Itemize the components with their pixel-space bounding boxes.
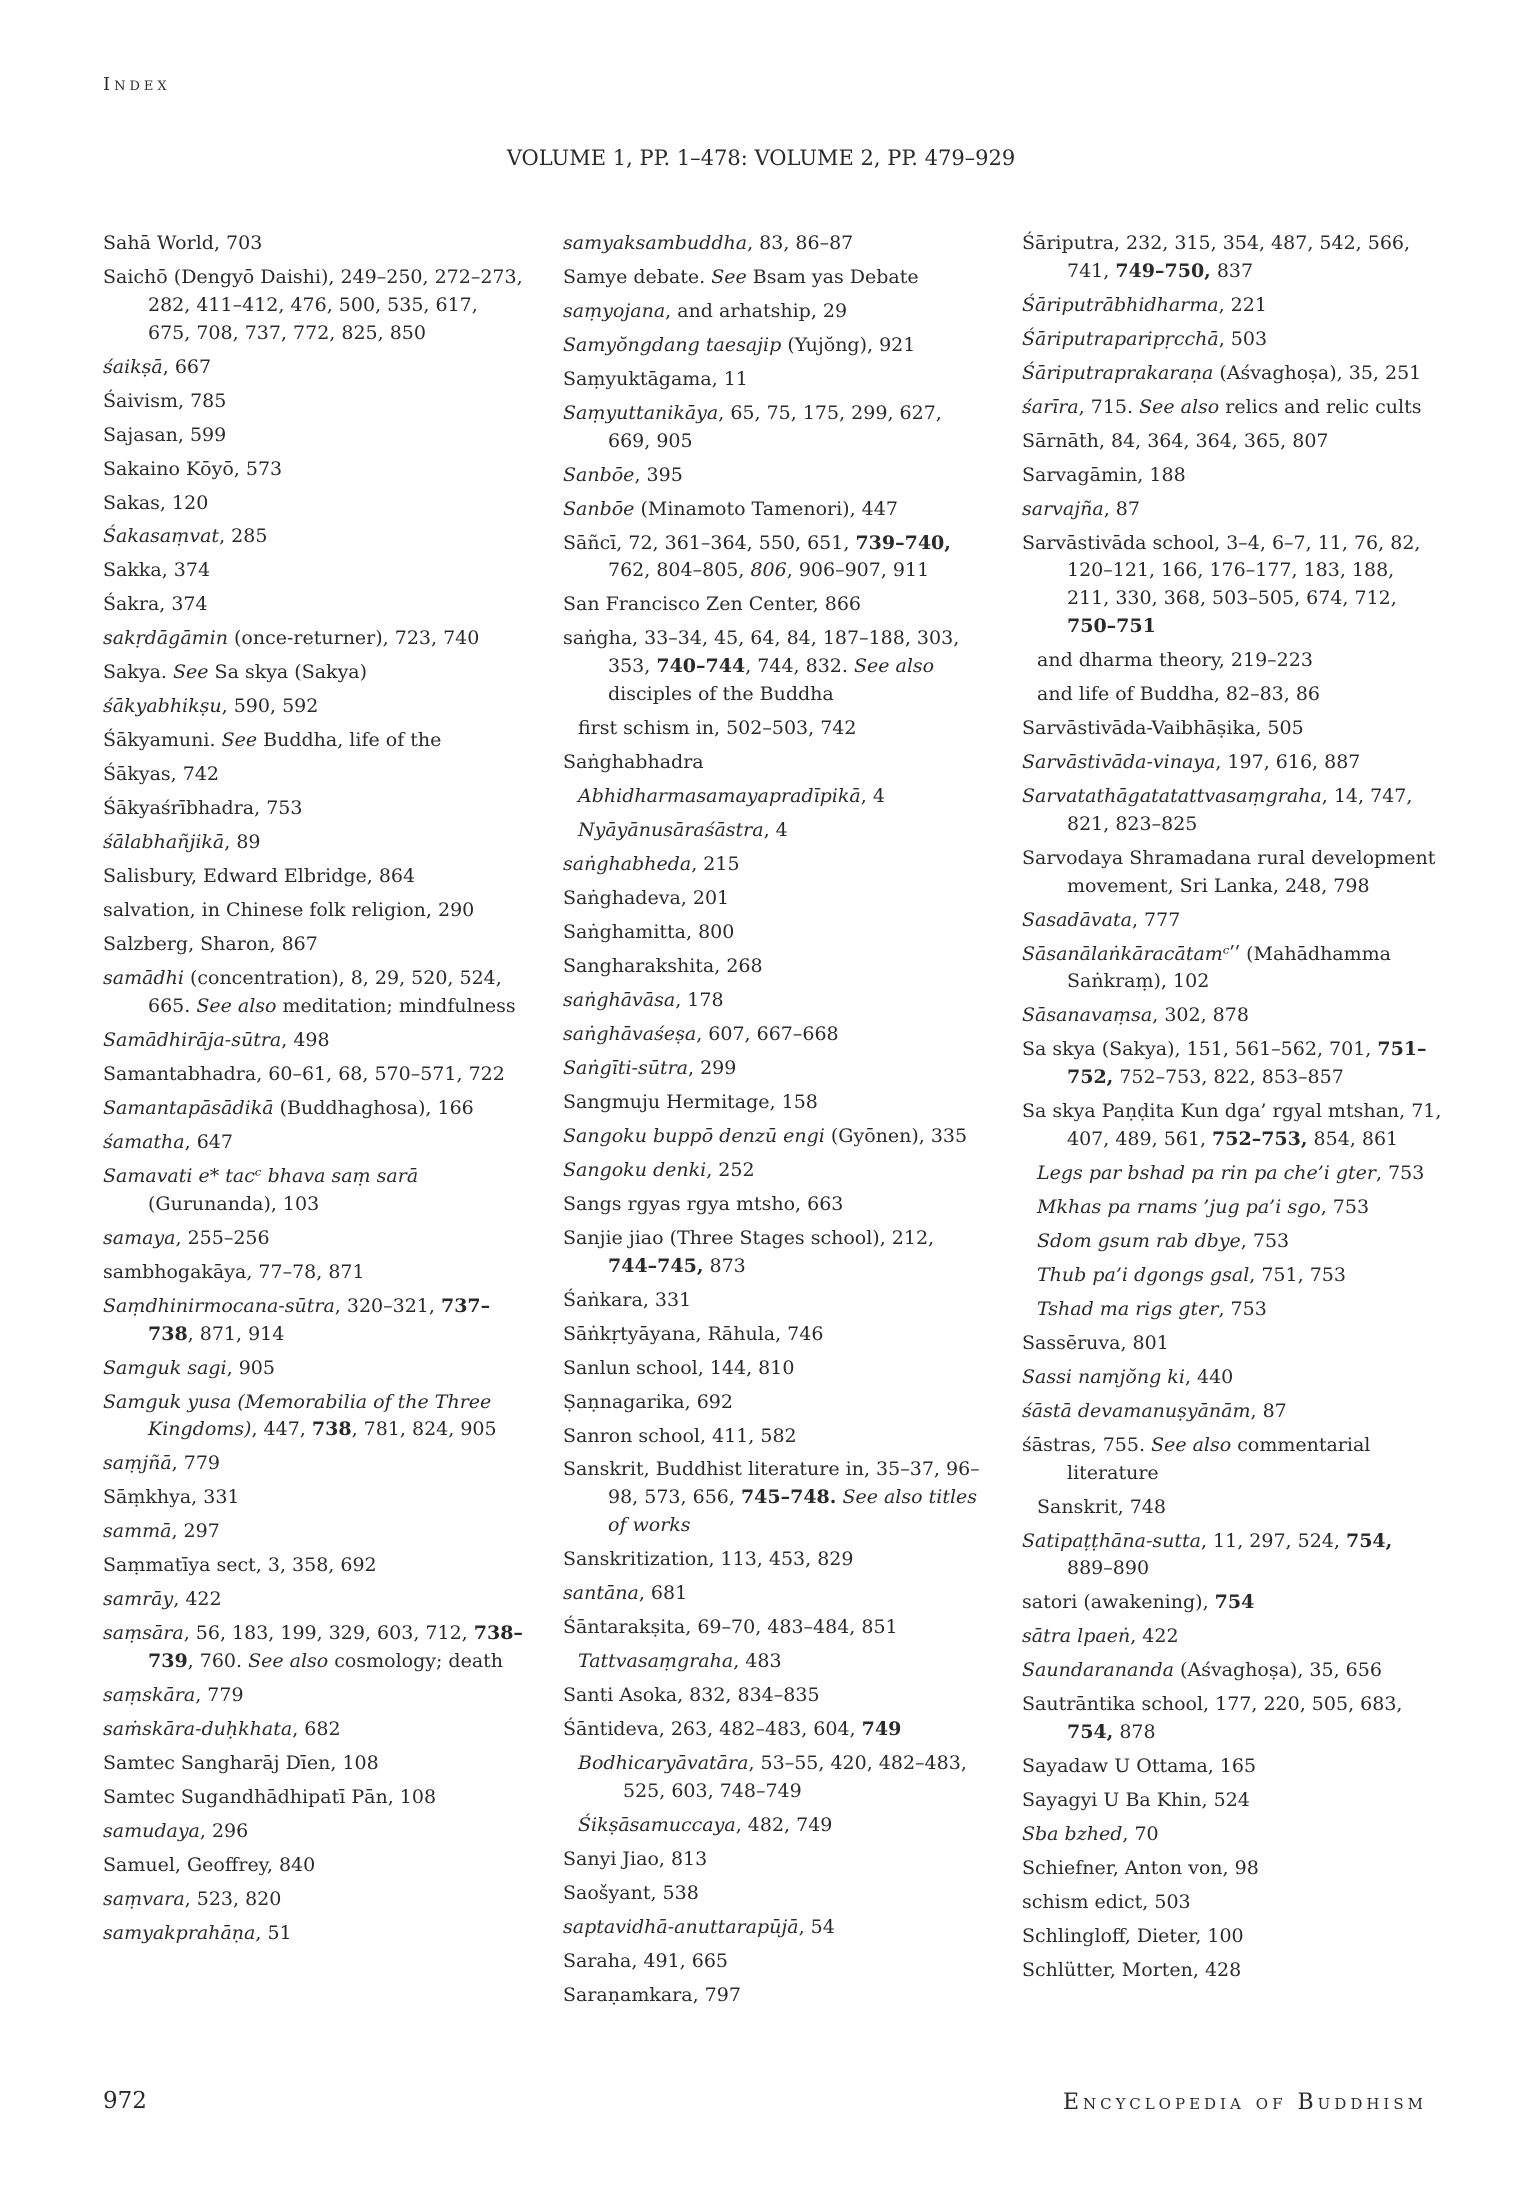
index-subentry: Nyāyānusāraśāstra, 4 [578, 818, 788, 841]
index-entry: salvation, in Chinese folk religion, 290 [103, 899, 475, 922]
index-entry: Śaivism, 785 [103, 389, 227, 412]
index-entry: Sakaino Kōyō, 573 [103, 457, 283, 480]
index-entry: Sāsanālaṅkāracātamᶜʹʹ (Mahādhamma Saṅkraṃ), 102 [1022, 942, 1391, 993]
running-head: Index [103, 74, 171, 95]
index-entry: Sanlun school, 144, 810 [563, 1356, 795, 1379]
index-entry: Sangharakshita, 268 [563, 954, 763, 977]
index-entry: Samādhirāja-sūtra, 498 [103, 1029, 330, 1052]
index-entry: Samguk sagi, 905 [103, 1356, 275, 1379]
index-entry: Saṃyuktāgama, 11 [563, 367, 748, 390]
index-entry: Sāṅkṛtyāyana, Rāhula, 746 [563, 1322, 824, 1345]
index-entry: śāstras, 755. See also commentarial literature [1022, 1433, 1371, 1484]
index-column-1 [103, 230, 523, 1954]
index-entry: Sakya. See Sa skya (Sakya) [103, 661, 368, 684]
index-entry: saṃsāra, 56, 183, 199, 329, 603, 712, 738–739, 760. See also cosmology; death [103, 1622, 523, 1673]
index-entry: samaya, 255–256 [103, 1226, 270, 1249]
index-entry: Salisbury, Edward Elbridge, 864 [103, 865, 416, 888]
index-entry: Sa skya (Sakya), 151, 561–562, 701, 751–752, 752–753, 822, 853–857 [1022, 1038, 1427, 1089]
index-entry: Schlütter, Morten, 428 [1022, 1958, 1242, 1981]
index-entry: Saṃdhinirmocana-sūtra, 320–321, 737–738, 871, 914 [103, 1294, 491, 1345]
index-entry: Sassēruva, 801 [1022, 1331, 1169, 1354]
index-subentry: Sanskrit, 748 [1037, 1495, 1166, 1518]
index-entry: Sahā World, 703 [103, 232, 263, 254]
index-column-2 [563, 230, 983, 2016]
index-subentry: Śikṣāsamuccaya, 482, 749 [578, 1813, 833, 1836]
index-entry: Śaṅkara, 331 [563, 1288, 692, 1311]
index-entry: Samtec Sangharāj Dīen, 108 [103, 1751, 379, 1774]
index-subentry: Sdom gsum rab dbye, 753 [1037, 1229, 1290, 1252]
index-entry: Sa skya Paṇḍita Kun dga’ rgyal mtshan, 71, 407, 489, 561, 752–753, 854, 861 [1022, 1100, 1442, 1150]
index-entry: Sāṃkhya, 331 [103, 1486, 240, 1509]
index-entry: samudaya, 296 [103, 1819, 249, 1842]
index-entry: Sangs rgyas rgya mtsho, 663 [563, 1192, 844, 1215]
index-entry: samrāy, 422 [103, 1588, 222, 1611]
index-entry: Sarvāstivāda school, 3–4, 6–7, 11, 76, 82, 120–121, 166, 176–177, 183, 188, 211, 330, 368, 503–505, 674, 712, 750–751 [1022, 531, 1421, 638]
index-entry: Saichō (Dengyō Daishi), 249–250, 272–273, 282, 411–412, 476, 500, 535, 617, 675, 708, 737, 772, 825, 850 [103, 265, 523, 344]
index-subentry: Tshad ma rigs gter, 753 [1037, 1297, 1267, 1320]
index-subentry: first schism in, 502–503, 742 [578, 717, 857, 740]
index-entry: Sanskritization, 113, 453, 829 [563, 1548, 854, 1571]
index-entry: santāna, 681 [563, 1582, 688, 1605]
index-entry: Śāntarakṣita, 69–70, 483–484, 851 [563, 1616, 898, 1639]
index-entry: śākyabhikṣu, 590, 592 [103, 695, 319, 718]
index-entry: Sarvāstivāda-Vaibhāṣika, 505 [1022, 717, 1304, 740]
index-entry: Sarvāstivāda-vinaya, 197, 616, 887 [1022, 751, 1361, 773]
page-number: 972 [103, 2088, 147, 2114]
index-subentry: Legs par bshad pa rin pa che’i gter, 753 [1037, 1161, 1425, 1184]
index-entry: Sakas, 120 [103, 491, 209, 514]
index-entry: Sanyi Jiao, 813 [563, 1847, 708, 1870]
index-entry: śarīra, 715. See also relics and relic cults [1022, 395, 1422, 418]
index-entry: Sarvodaya Shramadana rural development movement, Sri Lanka, 248, 798 [1022, 846, 1436, 897]
index-entry: Saṅgīti-sūtra, 299 [563, 1056, 737, 1079]
index-entry: śāstā devamanuṣyānām, 87 [1022, 1399, 1287, 1422]
index-entry: sammā, 297 [103, 1520, 220, 1543]
index-entry: Saraṇamkara, 797 [563, 1983, 741, 2006]
index-entry: Sangoku denki, 252 [563, 1158, 755, 1181]
index-entry: Śakra, 374 [103, 593, 208, 616]
index-entry: Saošyant, 538 [563, 1881, 699, 1904]
index-entry: Santi Asoka, 832, 834–835 [563, 1684, 820, 1706]
index-entry: Sayadaw U Ottama, 165 [1022, 1755, 1257, 1778]
index-subentry: Tattvasaṃgraha, 483 [578, 1650, 782, 1673]
index-entry: Sanskrit, Buddhist literature in, 35–37, 96–98, 573, 656, 745–748. See also titles of works [563, 1458, 980, 1537]
book-title: Encyclopedia of Buddhism [1062, 2090, 1427, 2115]
index-entry: śaikṣā, 667 [103, 355, 212, 378]
index-entry: Samavati e* tacᶜ bhava saṃ sarā (Gurunanda), 103 [103, 1165, 419, 1215]
index-entry: sambhogakāya, 77–78, 871 [103, 1260, 365, 1283]
index-entry: Sarvatathāgatatattvasaṃgraha, 14, 747, 821, 823–825 [1022, 784, 1413, 835]
index-entry: Sakka, 374 [103, 559, 211, 582]
index-entry: Saundarananda (Aśvaghoṣa), 35, 656 [1022, 1659, 1382, 1682]
index-entry: Śāriputrābhidharma, 221 [1022, 293, 1267, 316]
index-subentry: Mkhas pa rnams ’jug pa’i sgo, 753 [1037, 1195, 1370, 1218]
index-entry: Samyŏngdang taesajip (Yujŏng), 921 [563, 333, 916, 356]
index-subentry: Abhidharmasamayapradīpikā, 4 [578, 784, 885, 807]
index-entry: Samye debate. See Bsam yas Debate [563, 265, 919, 288]
index-entry: schism edict, 503 [1022, 1890, 1191, 1913]
index-entry: Samtec Sugandhādhipatī Pān, 108 [103, 1785, 437, 1808]
index-entry: samādhi (concentration), 8, 29, 520, 524, 665. See also meditation; mindfulness [103, 967, 516, 1018]
index-entry: Salzberg, Sharon, 867 [103, 933, 318, 956]
index-subentry: and life of Buddha, 82–83, 86 [1037, 683, 1321, 706]
index-entry: saṁskāra-duḥkhata, 682 [103, 1717, 341, 1740]
index-entry: Sarvagāmin, 188 [1022, 463, 1186, 486]
index-entry: saṃyojana, and arhatship, 29 [563, 299, 848, 322]
index-entry: Sanbōe (Minamoto Tamenori), 447 [563, 497, 898, 520]
index-entry: Śāriputraprakaraṇa (Aśvaghoṣa), 35, 251 [1022, 361, 1422, 384]
index-entry: Sangmuju Hermitage, 158 [563, 1090, 818, 1113]
index-entry: Śāriputraparipṛcchā, 503 [1022, 327, 1268, 350]
index-entry: satori (awakening), 754 [1022, 1591, 1255, 1614]
index-entry: saṃvara, 523, 820 [103, 1887, 282, 1910]
index-entry: San Francisco Zen Center, 866 [563, 593, 861, 616]
index-entry: Sārnāth, 84, 364, 364, 365, 807 [1022, 429, 1329, 452]
index-column-3 [1022, 230, 1442, 1991]
index-entry: Saṃmatīya sect, 3, 358, 692 [103, 1554, 377, 1577]
index-entry: Ṣaṇnagarika, 692 [563, 1390, 733, 1413]
index-entry: Sāsanavaṃsa, 302, 878 [1022, 1004, 1249, 1027]
index-subentry: Bodhicaryāvatāra, 53–55, 420, 482–483, 525, 603, 748–749 [578, 1751, 967, 1802]
index-entry: Śāntideva, 263, 482–483, 604, 749 [563, 1717, 902, 1740]
index-entry: Sangoku buppō denzū engi (Gyōnen), 335 [563, 1124, 968, 1147]
index-entry: sātra lpaeṅ, 422 [1022, 1625, 1179, 1648]
index-entry: Sāñcī, 72, 361–364, 550, 651, 739–740, 762, 804–805, 806, 906–907, 911 [563, 531, 951, 582]
index-entry: śamatha, 647 [103, 1131, 233, 1154]
index-entry: Śākyaśrībhadra, 753 [103, 797, 303, 820]
index-entry: Sanbōe, 395 [563, 463, 683, 486]
index-entry: Saṃyuttanikāya, 65, 75, 175, 299, 627, 669, 905 [563, 401, 942, 452]
index-entry: saṅghabheda, 215 [563, 852, 740, 875]
index-entry: Schiefner, Anton von, 98 [1022, 1856, 1259, 1879]
index-entry: Śākyas, 742 [103, 763, 220, 786]
index-entry: Samuel, Geoffrey, 840 [103, 1853, 316, 1876]
index-entry: Sanjie jiao (Three Stages school), 212, 744–745, 873 [563, 1226, 935, 1277]
index-entry: Samantapāsādikā (Buddhaghosa), 166 [103, 1097, 474, 1120]
index-entry: saṅgha, 33–34, 45, 64, 84, 187–188, 303, 353, 740–744, 744, 832. See also disciples of the Buddha [563, 627, 960, 706]
index-entry: Sanron school, 411, 582 [563, 1424, 797, 1447]
index-entry: Śākyamuni. See Buddha, life of the [103, 729, 442, 752]
index-entry: Saṅghamitta, 800 [563, 920, 735, 943]
index-entry: sakṛdāgāmin (once-returner), 723, 740 [103, 627, 480, 650]
index-entry: saṃskāra, 779 [103, 1684, 244, 1706]
index-subentry: and dharma theory, 219–223 [1037, 649, 1313, 672]
index-entry: samyaksambuddha, 83, 86–87 [563, 232, 854, 254]
index-entry: Sasadāvata, 777 [1022, 908, 1181, 931]
index-entry: Sayagyi U Ba Khin, 524 [1022, 1789, 1250, 1811]
index-entry: Schlingloff, Dieter, 100 [1022, 1924, 1244, 1947]
index-entry: Sajasan, 599 [103, 423, 227, 446]
index-entry: sarvajña, 87 [1022, 497, 1140, 520]
index-entry: saṅghāvaśeṣa, 607, 667–668 [563, 1022, 839, 1045]
index-subentry: Thub pa’i dgongs gsal, 751, 753 [1037, 1263, 1346, 1286]
index-entry: Sautrāntika school, 177, 220, 505, 683, 754, 878 [1022, 1693, 1403, 1744]
index-entry: Saraha, 491, 665 [563, 1949, 729, 1972]
index-entry: Śakasaṃvat, 285 [103, 525, 268, 548]
index-entry: Sassi namjŏng ki, 440 [1022, 1365, 1234, 1388]
index-entry: saṅghāvāsa, 178 [563, 988, 724, 1011]
index-entry: Śāriputra, 232, 315, 354, 487, 542, 566, 741, 749–750, 837 [1022, 232, 1411, 282]
index-entry: Saṅghabhadra [563, 751, 704, 773]
index-entry: saṃjñā, 779 [103, 1452, 221, 1475]
index-entry: Satipaṭṭhāna-sutta, 11, 297, 524, 754, 889–890 [1022, 1529, 1393, 1580]
index-entry: Sba bzhed, 70 [1022, 1822, 1159, 1845]
index-entry: śālabhañjikā, 89 [103, 831, 261, 854]
index-entry: Samantabhadra, 60–61, 68, 570–571, 722 [103, 1063, 505, 1086]
index-entry: saptavidhā-anuttarapūjā, 54 [563, 1915, 835, 1938]
index-entry: Samguk yusa (Memorabilia of the Three Kingdoms), 447, 738, 781, 824, 905 [103, 1390, 497, 1441]
index-entry: Saṅghadeva, 201 [563, 886, 730, 909]
index-entry: samyakprahāṇa, 51 [103, 1921, 292, 1944]
volume-range-heading: VOLUME 1, PP. 1–478: VOLUME 2, PP. 479–929 [506, 146, 1016, 170]
